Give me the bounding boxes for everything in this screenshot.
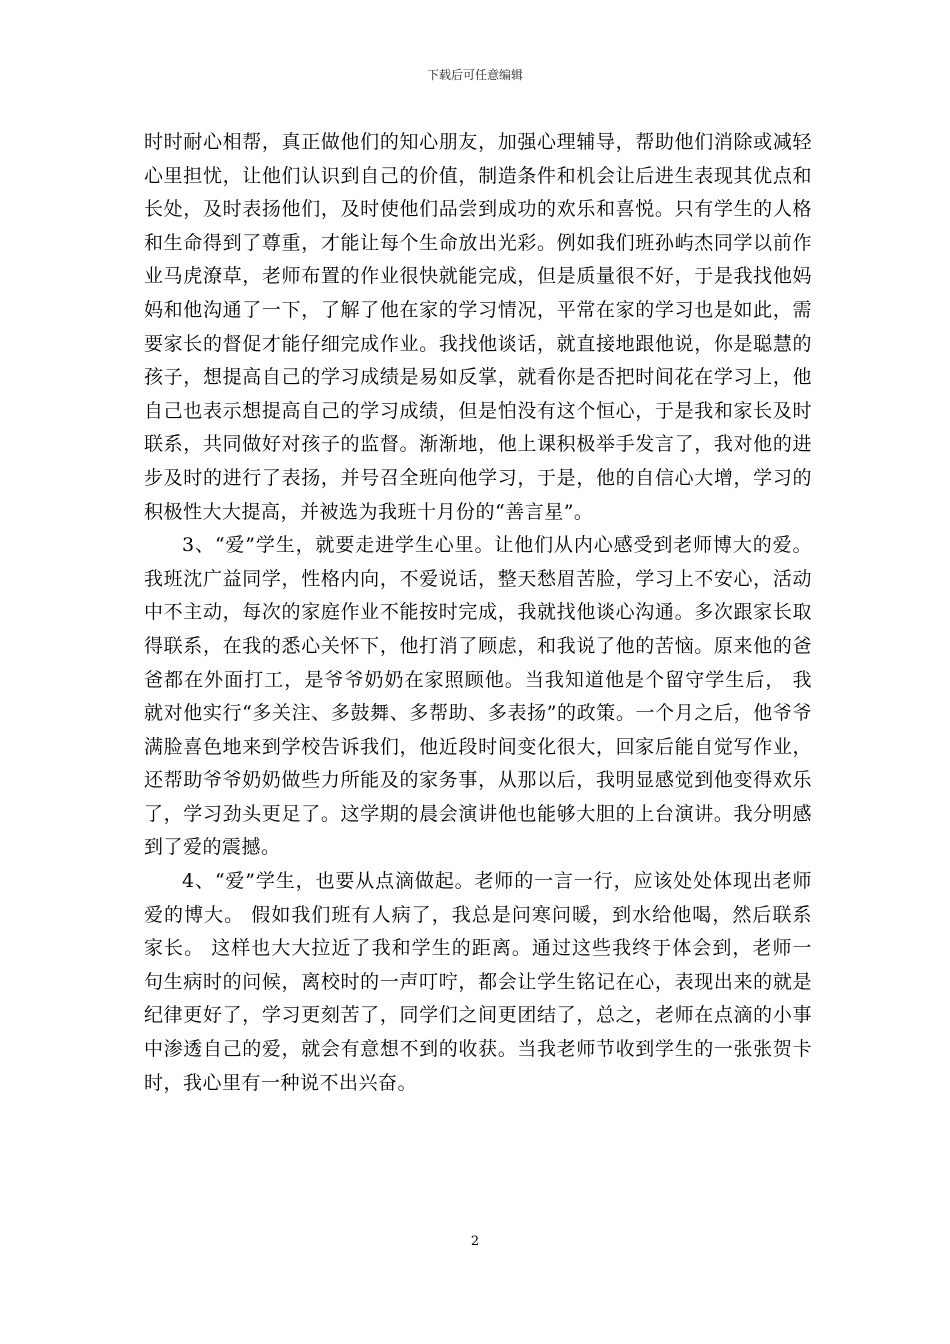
document-body [144,126,812,1100]
paragraph-continuation: 时时耐心相帮，真正做他们的知心朋友，加强心理辅导，帮助他们消除或减轻心里担忧，让他们认识到自己的价值，制造条件和机会让后进生表现其优点和长处，及时表扬他们，及时使他们品尝到成功的欢乐和喜悦。只有学生的人格和生命得到了尊重，才能让每个生命放出光彩。例如我们班孙屿杰同学以前作业马虎潦草，老师布置的作业很快就能完成，但是质量很不好，于是我找他妈妈和他沟通了一下，了解了他在家的学习情况，平常在家的学习也是如此，需要家长的督促才能仔细完成作业。我找他谈话，就直接地跟他说，你是聪慧的孩子，想提高自己的学习成绩是易如反掌，就看你是否把时间花在学习上，他自己也表示想提高自己的学习成绩，但是怕没有这个恒心，于是我和家长及时联系，共同做好对孩子的监督。渐渐地，他上课积极举手发言了，我对他的进步及时的进行了表扬，并号召全班向他学习，于是，他的自信心大增，学习的积极性大大提高，并被选为我班十月份的“善言星”。 [144,131,812,523]
page-number: 2 [470,1234,480,1249]
paragraph-point-4: 4、“爱”学生，也要从点滴做起。老师的一言一行，应该处处体现出老师爱的博大。 假如我们班有人病了，我总是问寒问暖，到水给他喝，然后联系家长。 这样也大大拉近了我和学生的距离。通过这些我终于体会到，老师一句生病时的问候，离校时的一声叮咛，都会让学生铭记在心，表现出来的就是纪律更好了，学习更刻苦了，同学们之间更团结了，总之，老师在点滴的小事中渗透自己的爱，就会有意想不到的收获。当我老师节收到学生的一张张贺卡时，我心里有一种说不出兴奋。 [144,870,812,1094]
paragraph-point-3: 3、“爱”学生，就要走进学生心里。让他们从内心感受到老师博大的爱。我班沈广益同学，性格内向，不爱说话，整天愁眉苦脸，学习上不安心，活动中不主动，每次的家庭作业不能按时完成，我就找他谈心沟通。多次跟家长取得联系，在我的悉心关怀下，他打消了顾虑，和我说了他的苦恼。原来他的爸爸都在外面打工，是爷爷奶奶在家照顾他。当我知道他是个留守学生后， 我就对他实行“多关注、多鼓舞、多帮助、多表扬”的政策。一个月之后，他爷爷满脸喜色地来到学校告诉我们，他近段时间变化很大，回家后能自觉写作业，还帮助爷爷奶奶做些力所能及的家务事，从那以后，我明显感觉到他变得欢乐了，学习劲头更足了。这学期的晨会演讲他也能够大胆的上台演讲。我分明感到了爱的震撼。 [144,534,812,859]
page-header: 下载后可任意编辑 [426,68,523,82]
